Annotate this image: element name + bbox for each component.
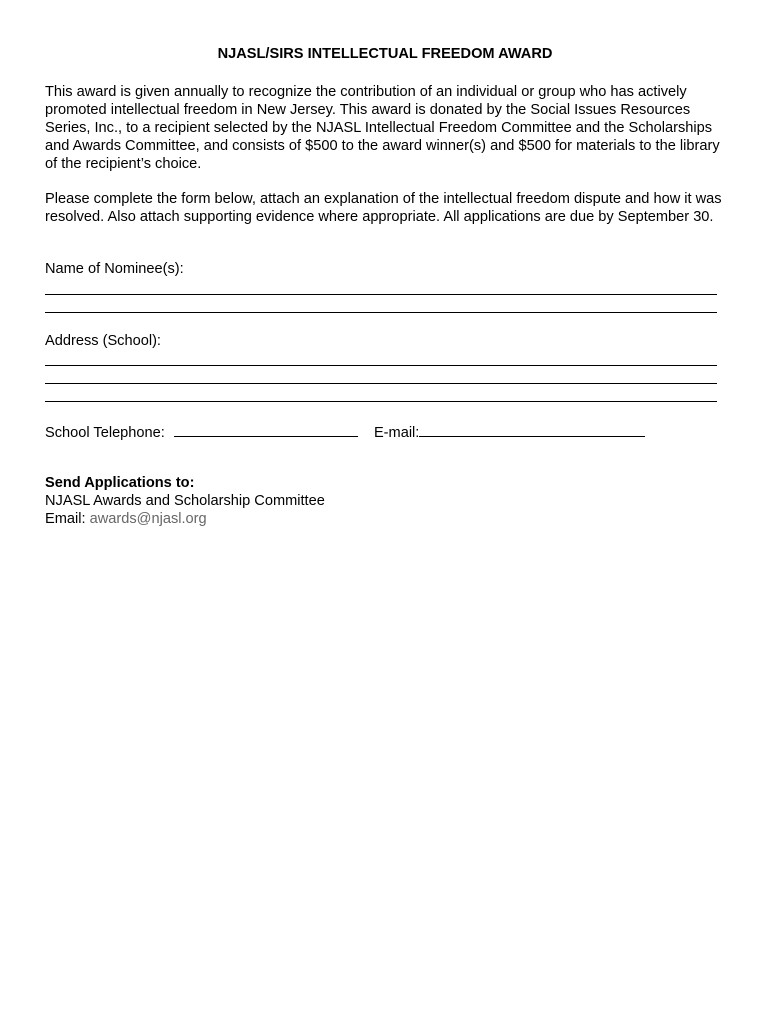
address-line-2[interactable] bbox=[45, 383, 717, 384]
nominee-line-2[interactable] bbox=[45, 312, 717, 313]
page-title: NJASL/SIRS INTELLECTUAL FREEDOM AWARD bbox=[217, 46, 553, 62]
send-email-link[interactable]: awards@njasl.org bbox=[89, 511, 207, 527]
nominee-line-1[interactable] bbox=[45, 294, 717, 295]
intro-paragraph: This award is given annually to recognize the contribution of an individual or group who has actively promoted intellectual freedom in New Jersey. This award is donated by the Social Issues Resources Series, Inc., to a recipient selected by the NJASL Intellectual Freedom Committee and the Scholarships and Awards Committee, and consists of $500 to the award winner(s) and $500 for materials to the library of the recipient’s choice. bbox=[45, 84, 720, 172]
telephone-field[interactable] bbox=[174, 422, 358, 437]
telephone-label: School Telephone: bbox=[45, 425, 165, 441]
address-line-1[interactable] bbox=[45, 365, 717, 366]
address-line-3[interactable] bbox=[45, 401, 717, 402]
send-email-label: Email: bbox=[45, 511, 86, 527]
address-label: Address (School): bbox=[45, 333, 161, 349]
committee-name: NJASL Awards and Scholarship Committee bbox=[45, 493, 325, 509]
contact-row bbox=[45, 422, 645, 441]
send-applications-heading: Send Applications to: bbox=[45, 475, 195, 491]
nominee-label: Name of Nominee(s): bbox=[45, 261, 184, 277]
send-email-line bbox=[45, 511, 207, 527]
email-field[interactable] bbox=[419, 422, 645, 437]
instructions-paragraph: Please complete the form below, attach an explanation of the intellectual freedom dispute and how it was resolved. Also attach supporting evidence where appropriate. All applications are due by September 30. bbox=[45, 191, 722, 225]
email-field-label: E-mail: bbox=[373, 425, 420, 441]
